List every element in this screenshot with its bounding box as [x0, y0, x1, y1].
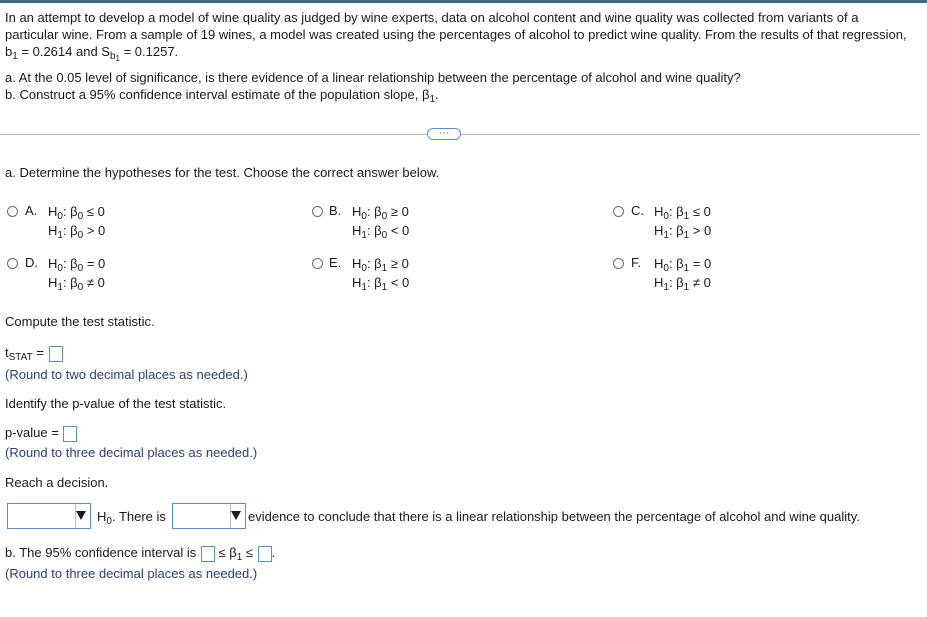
problem-line-2: particular wine. From a sample of 19 wines, a model was created using the percentages of alcohol to predict wine quality. From the results of that regression,	[5, 27, 907, 42]
option-e-h1: $H_1$: $\beta_1 < 0$	[352, 275, 410, 293]
pvalue-prompt: Identify the p-value of the test statistic.	[5, 396, 227, 411]
option-c-letter: C.	[631, 203, 644, 218]
option-e-h0: $H_0$: $\beta_1 \ge 0$	[352, 256, 409, 274]
pvalue-row: p-value =	[5, 423, 77, 443]
evidence-select[interactable]	[172, 503, 246, 529]
option-f-h1: $H_1$: $\beta_1 \ne 0$	[654, 275, 711, 293]
more-button[interactable]: ···	[427, 128, 461, 140]
option-a-radio[interactable]	[7, 206, 18, 217]
part-a-prompt: a. Determine the hypotheses for the test. Choose the correct answer below.	[5, 165, 440, 180]
option-d-h1: $H_1$: $\beta_0 \ne 0$	[48, 275, 105, 293]
option-b-h0: $H_0$: $\beta_0 \ge 0$	[352, 204, 409, 222]
decision-h0-text: $H_0$. There is	[97, 509, 166, 527]
pvalue-input[interactable]	[63, 426, 77, 442]
option-b-radio[interactable]	[312, 206, 323, 217]
problem-line-3: $b_1 = 0.2614$ and $S_{b_1} = 0.1257$.	[5, 44, 179, 63]
question-b: b. Construct a 95% confidence interval estimate of the population slope, $\beta_1$.	[5, 87, 439, 105]
conclusion-text: evidence to conclude that there is a linear relationship between the percentage of alcohol and wine quality.	[248, 509, 860, 524]
decision-prompt: Reach a decision.	[5, 475, 109, 490]
option-c-h1: $H_1$: $\beta_1 > 0$	[654, 223, 712, 241]
ci-upper-input[interactable]	[258, 546, 272, 562]
option-f-letter: F.	[631, 255, 642, 270]
tstat-row: $t_{STAT}$ =	[5, 343, 63, 363]
top-accent-bar	[0, 0, 927, 3]
option-a-h1: $H_1$: $\beta_0 > 0$	[48, 223, 106, 241]
part-b-hint: (Round to three decimal places as needed.)	[5, 566, 258, 581]
option-c-h0: $H_0$: $\beta_1 \le 0$	[654, 204, 711, 222]
option-e-radio[interactable]	[312, 258, 323, 269]
chevron-down-icon	[76, 511, 86, 520]
option-a-letter: A.	[25, 203, 38, 218]
problem-line-1: In an attempt to develop a model of wine quality as judged by wine experts, data on alcohol content and wine quality was collected from variants of a	[5, 10, 859, 25]
question-a: a. At the 0.05 level of significance, is there evidence of a linear relationship between the percentage of alcohol and wine quality?	[5, 70, 741, 85]
option-d-h0: $H_0$: $\beta_0 = 0$	[48, 256, 106, 274]
chevron-down-icon	[231, 511, 241, 520]
tstat-hint: (Round to two decimal places as needed.)	[5, 367, 248, 382]
tstat-input[interactable]	[49, 346, 63, 362]
option-a-h0: $H_0$: $\beta_0 \le 0$	[48, 204, 105, 222]
option-d-letter: D.	[25, 255, 38, 270]
pvalue-hint: (Round to three decimal places as needed.)	[5, 445, 258, 460]
part-b-row: b. The 95% confidence interval is ≤ $\beta_1$ ≤ .	[5, 545, 276, 563]
ci-lower-input[interactable]	[201, 546, 215, 562]
option-d-radio[interactable]	[7, 258, 18, 269]
option-e-letter: E.	[329, 255, 342, 270]
option-f-radio[interactable]	[613, 258, 624, 269]
option-b-letter: B.	[329, 203, 342, 218]
option-b-h1: $H_1$: $\beta_0 < 0$	[352, 223, 410, 241]
option-f-h0: $H_0$: $\beta_1 = 0$	[654, 256, 712, 274]
option-c-radio[interactable]	[613, 206, 624, 217]
compute-label: Compute the test statistic.	[5, 314, 155, 329]
decision-select[interactable]	[7, 503, 91, 529]
